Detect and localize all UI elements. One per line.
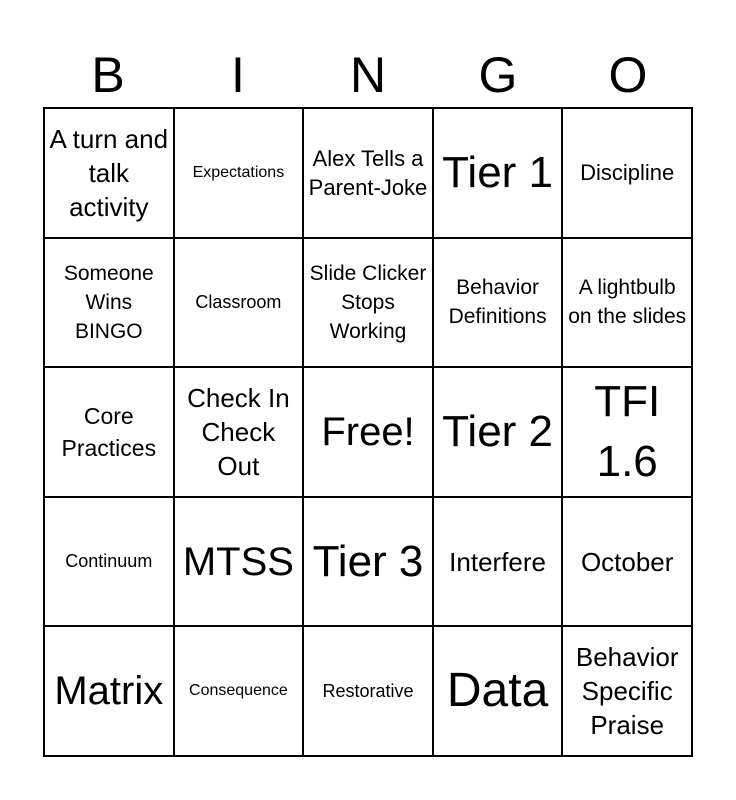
bingo-cell[interactable] xyxy=(174,108,304,238)
cell-text: Check In Check Out xyxy=(187,382,290,481)
cell-text: Tier 1 xyxy=(442,147,554,197)
header-letter-b: B xyxy=(91,47,125,103)
cell-text: Data xyxy=(446,664,549,718)
bingo-cell[interactable] xyxy=(44,108,174,238)
bingo-cell[interactable] xyxy=(562,367,692,497)
cell-text: Core Practices xyxy=(61,402,157,461)
cell-text: Interfere xyxy=(449,546,546,577)
bingo-cell[interactable] xyxy=(303,367,433,497)
cell-text: TFI 1.6 xyxy=(594,376,661,486)
header-letter-i: I xyxy=(231,47,245,103)
bingo-cell[interactable] xyxy=(44,497,174,627)
bingo-cell[interactable] xyxy=(433,108,563,238)
cell-text: Continuum xyxy=(65,551,153,572)
bingo-cell[interactable] xyxy=(562,497,692,627)
bingo-header xyxy=(43,42,693,108)
cell-text: Discipline xyxy=(580,160,675,186)
cell-text: A turn and talk activity xyxy=(49,123,169,222)
cell-text: Restorative xyxy=(322,680,414,701)
bingo-cell[interactable] xyxy=(44,238,174,368)
bingo-grid xyxy=(43,107,693,757)
bingo-cell[interactable] xyxy=(562,626,692,756)
cell-text: MTSS xyxy=(182,539,294,584)
cell-text: Classroom xyxy=(195,291,282,312)
bingo-cell[interactable] xyxy=(174,497,304,627)
bingo-cell[interactable] xyxy=(562,238,692,368)
cell-text: Behavior Definitions xyxy=(448,276,547,329)
cell-text: Free! xyxy=(321,409,415,454)
bingo-cell[interactable] xyxy=(303,108,433,238)
cell-text: Slide Clicker Stops Working xyxy=(309,261,427,343)
cell-text: Tier 2 xyxy=(442,406,554,456)
cell-text: A lightbulb on the slides xyxy=(568,276,687,329)
cell-text: October xyxy=(580,546,674,577)
cell-text: Alex Tells a Parent-Joke xyxy=(308,145,428,200)
cell-text: Tier 3 xyxy=(312,536,424,586)
header-letter-o: O xyxy=(608,47,648,103)
cell-text: Matrix xyxy=(54,669,164,714)
cell-text: Someone Wins BINGO xyxy=(63,261,154,343)
bingo-cell[interactable] xyxy=(433,238,563,368)
bingo-cell[interactable] xyxy=(174,238,304,368)
cell-text: Expectations xyxy=(192,163,285,181)
bingo-cell[interactable] xyxy=(433,626,563,756)
bingo-cell[interactable] xyxy=(174,367,304,497)
header-letter-g: G xyxy=(478,47,518,103)
bingo-cell[interactable] xyxy=(303,626,433,756)
bingo-cell[interactable] xyxy=(174,626,304,756)
bingo-cell[interactable] xyxy=(44,626,174,756)
bingo-cell[interactable] xyxy=(433,367,563,497)
bingo-cell[interactable] xyxy=(303,497,433,627)
bingo-cell[interactable] xyxy=(303,238,433,368)
bingo-cell[interactable] xyxy=(562,108,692,238)
header-letter-n: N xyxy=(349,47,387,103)
bingo-cell[interactable] xyxy=(44,367,174,497)
cell-text: Consequence xyxy=(189,682,288,700)
cell-text: Behavior Specific Praise xyxy=(575,642,679,741)
bingo-cell[interactable] xyxy=(433,497,563,627)
